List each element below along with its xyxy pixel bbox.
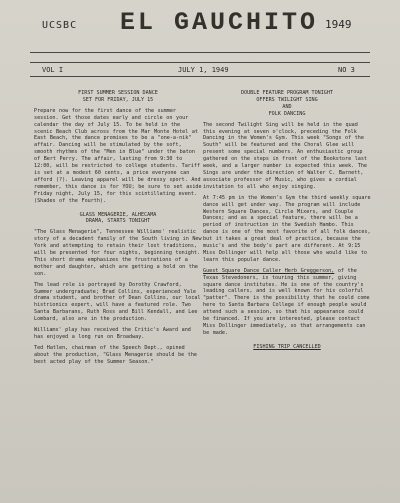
right-column [203, 90, 371, 351]
article-subheadline: FOLK DANCING [268, 110, 306, 117]
left-column [34, 90, 202, 366]
article-headline: DOUBLE FEATURE PROGRAM TONIGHT [240, 90, 333, 96]
article-paragraph: Prepare now for the first dance of the summer session. Get those dates early and circle on your calendar the day of July 15. To be held in the scenic Beach Club across from the Mar Monte Hotel at East Beach, the dance promises to be a "one-a-nik" affair. Dancing will be stimulated by the soft, smooth rhythms of the "Men in Blue" under the baton of Bert Perry. The affair, lasting from 9:30 to 12:00, will be restricted to college students. Tariff is set at a modest 60 cents, a price everyone can afford (?). Leaving apparel will be dressy sport. And remember, this dance is for YOU; be sure to set aside Friday night, July 15, for this scintillating event. (Shades of the Fourth). [34, 107, 202, 204]
article-headline: FISHING TRIP CANCELLED [253, 343, 321, 350]
article-headline: FIRST SUMMER SESSION DANCE [78, 90, 158, 96]
newspaper-title: EL GAUCHITO [120, 8, 319, 37]
volume-label: VOL I [42, 66, 64, 74]
issue-number: NO 3 [338, 66, 355, 74]
article-headline: GLASS MENAGERIE, ALHECAMA [79, 211, 157, 218]
underlined-lead: Guest Square Dance Caller Herb Greggerson, [203, 267, 335, 274]
masthead-left-label: UCSBC [42, 20, 78, 31]
article-paragraph: Williams' play has received the Critic's Award and has enjoyed a long run on Broadway. [34, 327, 191, 340]
masthead-rule-bottom [30, 76, 370, 77]
article-subheadline: SET FOR FRIDAY, JULY 15 [82, 96, 154, 103]
article-paragraph: At 7:45 pm in the Women's Gym the third weekly square dance will get under way. The program will include Western Square Dances, Circle Mixers, and Couple Dances; and as a special feature, there will be a period of instruction in the Swedish Hambo. This dance is one of the most favorite of all folk dances, but it takes a great deal of practice, because the music's and the body's part are different. At 9:15 Miss Dollinger will help all those who would like to learn this popular dance. [203, 194, 371, 263]
article-paragraph [203, 268, 371, 337]
paragraph-body: of the Texas Stevedoners, is touring this summer, giving square dance institutes. He is one of the country's leading callers, and is well known for his colorful "patter". There is the possibility that he could come here to Santa Barbara College if enough people would attend such a session, so that his appearance could be financed. If you are interested, please contact Miss Dollinger immediately, so that arrangements can be made. [203, 267, 370, 336]
article-paragraph: "The Glass Menagerie", Tennessee Williams' realistic story of a decadent family of the South living in New York and attempting to retain their lost traditions, will be presented for four nights, beginning tonight. This short drama emphasizes the frustrations of a mother and daughter, which are getting a hold on the son. [34, 229, 202, 277]
article-subheadline: AND [282, 103, 292, 110]
masthead [0, 8, 400, 48]
article-paragraph: The lead role is portrayed by Dorothy Crawford, Summer undergraduate; Brad Collins, experienced Yale drama student, and brother of Dean Collins, our local histrionics expert, will have a featured role. Two Santa Barbarans, Ruth Ross and Bill Kendall, and Lee Lombard, also are in the production. [34, 281, 201, 323]
masthead-year: 1949 [325, 18, 352, 31]
article-paragraph: Ted Hatlen, chairman of the Speech Dept., opined about the production, "Glass Menagerie should be the best acted play of the Summer Season." [34, 344, 197, 365]
article-subheadline: OFFERS TWILIGHT SING [256, 96, 318, 103]
article-paragraph: The second Twilight Sing will be held in the quad this evening at seven o'clock, preceding the Folk Dancing in the Women's Gym. This week "Songs of the South" will be featured and the Choral Glee will present some special numbers. An enthusiastic group gathered on the steps in front of the Bookstore last week, and a larger number is expected this week. The Sings are under the direction of Walter C. Barnett, associate professor of Music, who gives a cordial invitation to all who enjoy singing. [203, 121, 367, 190]
masthead-rule-top [30, 52, 370, 53]
issue-date: JULY 1, 1949 [178, 66, 229, 74]
article-subheadline: DRAMA, STARTS TONIGHT [85, 218, 151, 225]
masthead-rule-middle [30, 62, 370, 63]
